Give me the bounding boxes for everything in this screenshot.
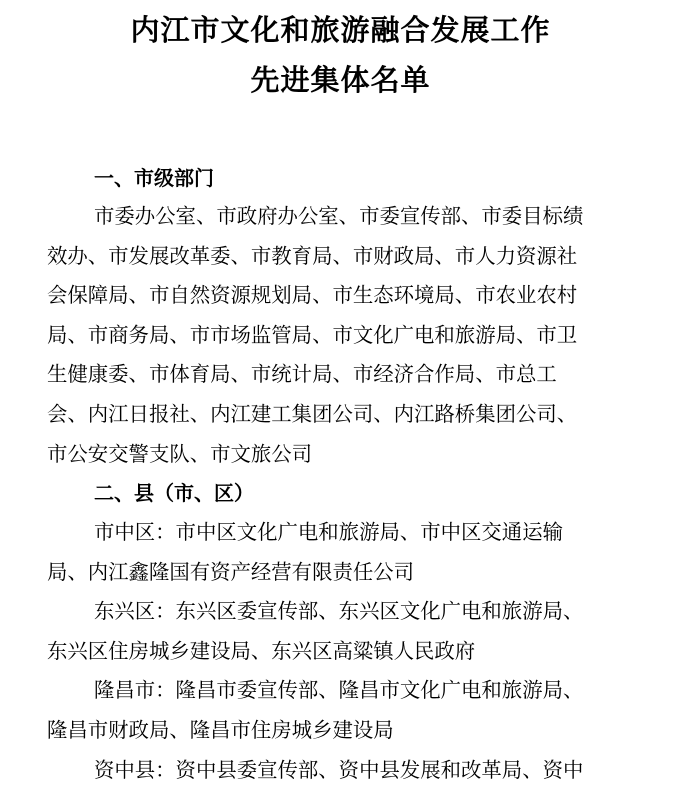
section1-line: 效办、市发展改革委、市教育局、市财政局、市人力资源社 [47,243,578,268]
section1-line: 局、市商务局、市市场监管局、市文化广电和旅游局、市卫 [47,322,578,347]
section1-line: 会保障局、市自然资源规划局、市生态环境局、市农业农村 [47,283,578,308]
section2-line: 东兴区住房城乡建设局、东兴区高粱镇人民政府 [47,638,476,663]
document-title-line2: 先进集体名单 [250,63,431,97]
section1-line: 市委办公室、市政府办公室、市委宣传部、市委目标绩 [94,204,584,228]
section2-line: 东兴区：东兴区委宣传部、东兴区文化广电和旅游局、 [94,599,584,624]
section2-heading: 二、县（市、区） [94,481,254,505]
section1-line: 市公安交警支队、市文旅公司 [47,441,313,466]
section1-line: 会、内江日报社、内江建工集团公司、内江路桥集团公司、 [47,401,578,426]
section1-heading: 一、市级部门 [94,166,214,190]
section2-line: 资中县：资中县委宣传部、资中县发展和改革局、资中 [94,757,584,782]
section1-body [47,197,637,474]
document-title-line1: 内江市文化和旅游融合发展工作 [130,13,551,47]
section2-line: 隆昌市：隆昌市委宣传部、隆昌市文化广电和旅游局、 [94,678,584,703]
section2-line: 市中区：市中区文化广电和旅游局、市中区交通运输 [94,520,563,544]
section1-line: 生健康委、市体育局、市统计局、市经济合作局、市总工 [47,362,557,387]
section2-line: 局、内江鑫隆国有资产经营有限责任公司 [47,559,415,584]
section2-line: 隆昌市财政局、隆昌市住房城乡建设局 [47,717,394,742]
section2-body [47,513,637,790]
